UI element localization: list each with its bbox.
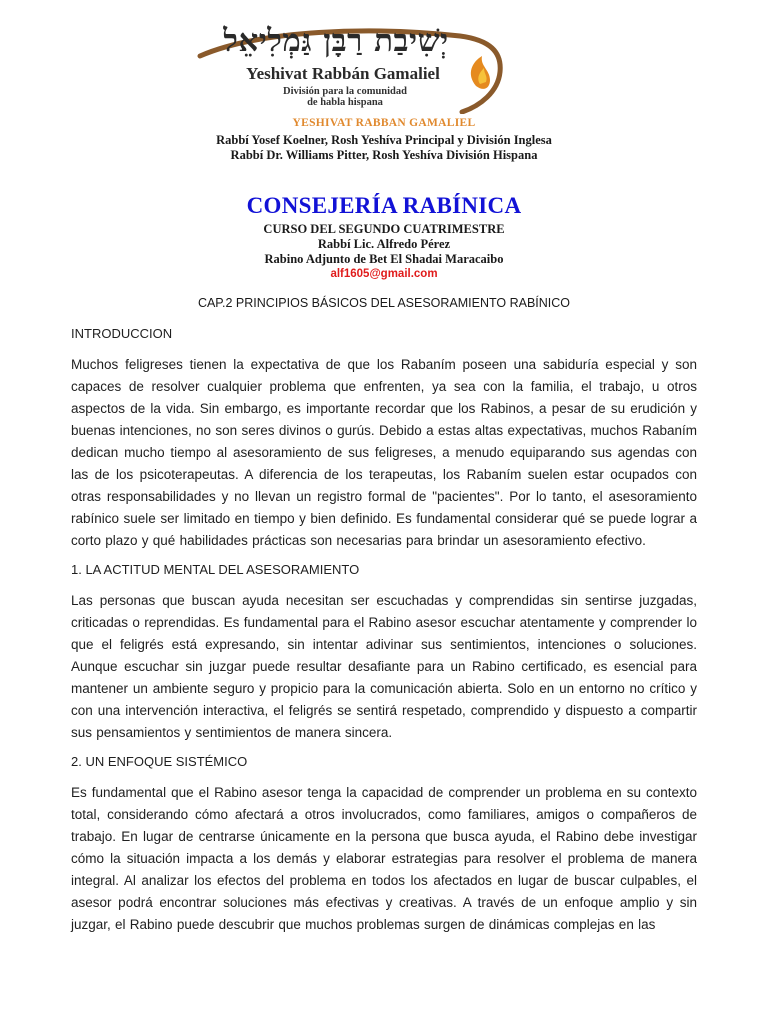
logo-hebrew-text: יְשִׁיבַת רַבָּן גַּמְלִיאֵל <box>223 23 449 59</box>
instructor-name: Rabbí Lic. Alfredo Pérez <box>317 237 451 251</box>
email-address: alf1605@gmail.com <box>330 268 438 280</box>
section-paragraph-1: Las personas que buscan ayuda necesitan ser escuchadas y comprendidas sin sentirse juzgadas, criticadas o reprendidas. Es fundamental para el Rabino asesor escuchar atentamente y comprender lo que el feligrés está expresando, sin intentar adivinar sus sentimientos, intenciones o soluciones. Aunque escuchar sin juzgar puede resultar desafiante para un Rabino certificado, es esencial para mantener un ambiente seguro y propicio para la comunicación abierta. Solo en un entorno no crítico y con una intervención interactiva, el feligrés se sentirá respetado, comprendido y dispuesto a compartir sus pensamientos y sentimientos de manera sincera. <box>71 593 697 740</box>
logo-division-line-2: de habla hispana <box>307 97 383 108</box>
rabbi-line-1: Rabbí Yosef Koelner, Rosh Yeshíva Principal y División Inglesa <box>216 133 552 147</box>
document-title: CONSEJERÍA RABÍNICA <box>246 193 522 218</box>
logo-division-line-1: División para la comunidad <box>283 86 407 97</box>
section-paragraph-2: Es fundamental que el Rabino asesor tenga la capacidad de comprender un problema en su contexto total, considerando cómo afectará a otros involucrados, como familiares, amigos o compañeros de trabajo. En lugar de centrarse únicamente en la persona que busca ayuda, el Rabino debe investigar cómo la situación impacta a los demás y elaborar estrategias para resolver el problema de manera integral. Al analizar los efectos del problema en todos los afectados en lugar de buscar culpables, el asesor podrá encontrar soluciones más efectivas y creativas. A través de un enfoque amplio y sin juzgar, el Rabino puede descubrir que muchos problemas surgen de dinámicas complejas en las <box>71 785 697 932</box>
rabbi-line-2: Rabbí Dr. Williams Pitter, Rosh Yeshíva División Hispana <box>230 148 538 162</box>
document-body <box>71 326 697 946</box>
logo-latin-text: Yeshivat Rabbán Gamaliel <box>246 64 440 83</box>
chapter-title: CAP.2 PRINCIPIOS BÁSICOS DEL ASESORAMIENTO RABÍNICO <box>197 296 571 310</box>
instructor-role: Rabino Adjunto de Bet El Shadai Maracaibo <box>264 252 504 266</box>
course-line: CURSO DEL SEGUNDO CUATRIMESTRE <box>263 222 505 236</box>
yeshiva-logo <box>190 22 510 114</box>
section-heading-2: 2. UN ENFOQUE SISTÉMICO <box>71 754 248 769</box>
section-heading-1: 1. LA ACTITUD MENTAL DEL ASESORAMIENTO <box>71 562 360 577</box>
section-heading-intro: INTRODUCCION <box>71 326 173 341</box>
yeshivat-name: YESHIVAT RABBAN GAMALIEL <box>292 117 476 129</box>
section-paragraph-intro: Muchos feligreses tienen la expectativa de que los Rabaním poseen una sabiduría especial y son capaces de resolver cualquier problema que enfrenten, ya sea con la familia, el trabajo, u otros aspectos de la vida. Sin embargo, es importante recordar que los Rabinos, a pesar de su erudición y buenas intenciones, no son seres divinos o gurús. Debido a estas altas expectativas, muchos Rabaním dedican mucho tiempo al asesoramiento de sus feligreses, a menudo equiparando sus agendas con las de los psicoterapeutas. A diferencia de los terapeutas, los Rabaním suelen estar ocupados con otras responsabilidades y no llevan un registro formal de "pacientes". Por lo tanto, el asesoramiento rabínico suele ser limitado en tiempo y bien definido. Es fundamental considerar qué se puede lograr a corto plazo y qué habilidades prácticas son necesarias para brindar un asesoramiento efectivo. <box>71 357 697 548</box>
